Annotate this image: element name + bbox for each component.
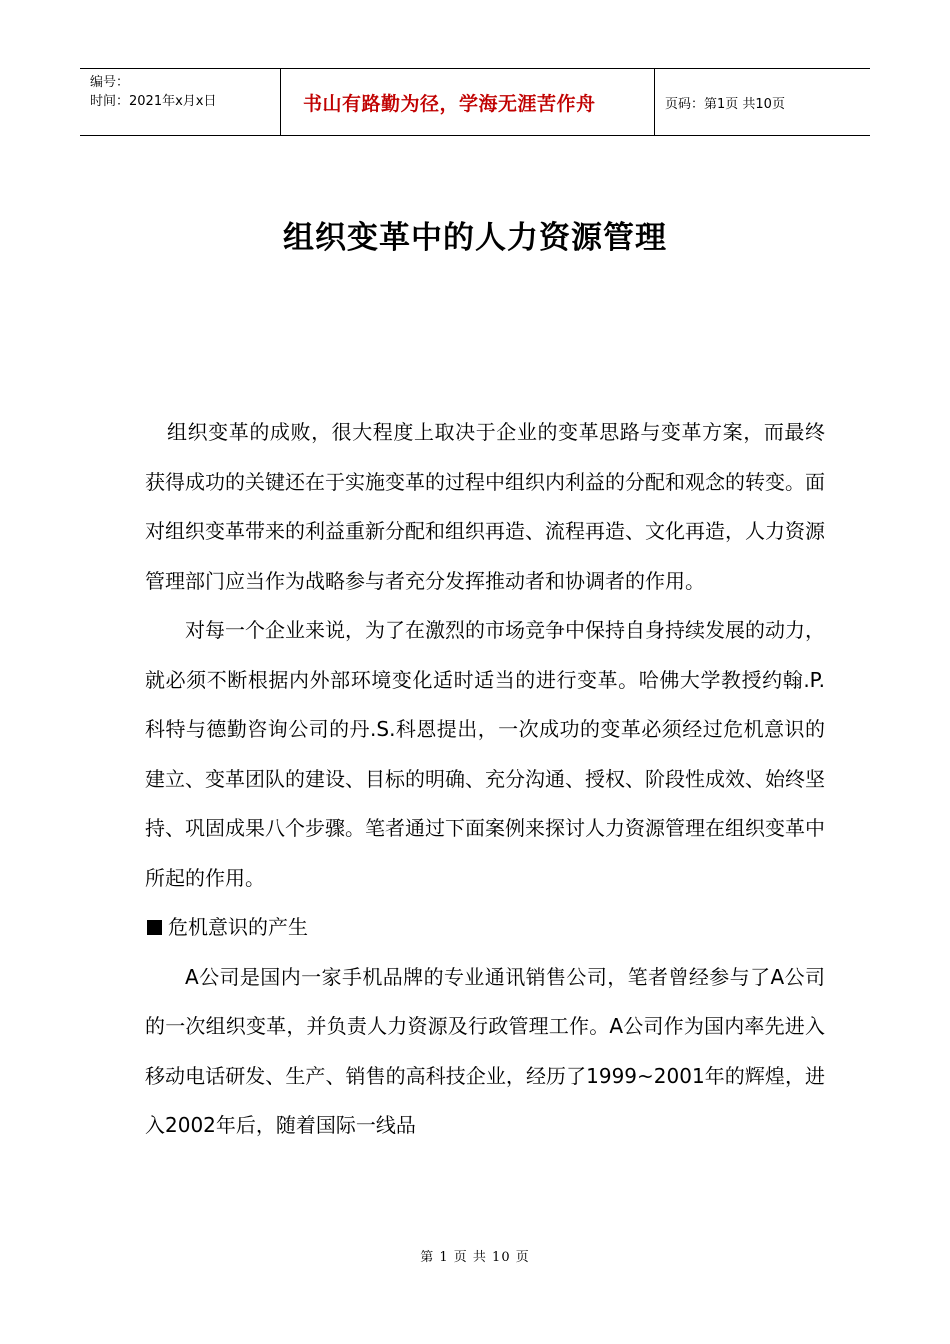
header-meta-cell (80, 69, 281, 135)
number-label: 编号： (90, 75, 130, 90)
paragraph: 对每一个企业来说，为了在激烈的市场竞争中保持自身持续发展的动力，就必须不断根据内外部环境变化适时适当的进行变革。哈佛大学教授约翰.P.科特与德勤咨询公司的丹.S.科恩提出，一次成功的变革必须经过危机意识的建立、变革团队的建设、目标的明确、充分沟通、授权、阶段性成效、始终坚持、巩固成果八个步骤。笔者通过下面案例来探讨人力资源管理在组织变革中所起的作用。 (145, 618, 825, 890)
motto-text: 书山有路勤为径，学海无涯苦作舟 (303, 92, 596, 115)
document-header-table (80, 68, 870, 136)
document-body (145, 408, 825, 1151)
paragraph: A公司是国内一家手机品牌的专业通讯销售公司，笔者曾经参与了A公司的一次组织变革，并负责人力资源及行政管理工作。A公司作为国内率先进入移动电话研发、生产、销售的高科技企业，经历了1999~2001年的辉煌，进入2002年后，随着国际一线品 (145, 964, 825, 1137)
black-square-icon (147, 920, 162, 935)
time-label: 时间：2021年x月x日 (90, 94, 217, 109)
section-heading (145, 903, 825, 953)
section-heading-text: 危机意识的产生 (168, 915, 308, 939)
page-footer: 第 1 页 共 10 页 (420, 1250, 530, 1265)
header-motto-cell (281, 69, 655, 135)
paragraph: 组织变革的成败，很大程度上取决于企业的变革思路与变革方案，而最终获得成功的关键还在于实施变革的过程中组织内利益的分配和观念的转变。面对组织变革带来的利益重新分配和组织再造、流程再造、文化再造，人力资源管理部门应当作为战略参与者充分发挥推动者和协调者的作用。 (145, 420, 825, 593)
header-page-cell (655, 69, 870, 135)
document-title: 组织变革中的人力资源管理 (283, 220, 667, 256)
page-info: 页码：第1页 共10页 (665, 96, 785, 112)
